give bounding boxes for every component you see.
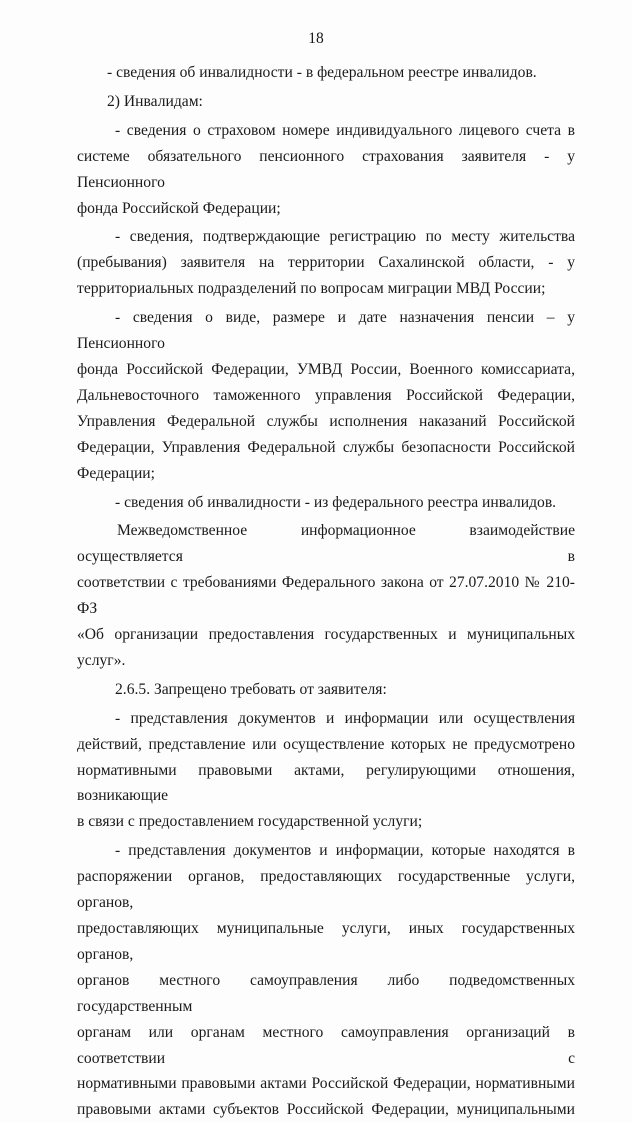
paragraph-registration-info [77,224,575,302]
text-line: (пребывания) заявителя на территории Сахалинской области, - у [77,254,575,272]
text-line: 2) Инвалидам: [107,92,203,110]
text-line: - сведения о виде, размере и дате назначения пенсии – у Пенсионного [77,309,575,353]
text-line: фонда Российской Федерации; [77,199,281,217]
text-line: - сведения об инвалидности - в федеральном реестре инвалидов. [107,64,537,81]
paragraph-section-2-6-5 [77,677,575,703]
paragraph-pension-info [77,305,575,486]
paragraph-disability-federal-registry [77,60,575,86]
text-line: фонда Российской Федерации, УМВД России, Военного комиссариата, [77,360,575,378]
paragraph-insurance-number [77,118,575,222]
text-line: - представления документов и информации или осуществления [115,709,575,727]
page-number: 18 [308,30,324,47]
text-line: - представления документов и информации, которые находятся в [115,842,575,860]
text-line: соответствии с требованиями Федерального закона от 27.07.2010 № 210-ФЗ [77,574,575,618]
text-line: Управления Федеральной службы исполнения наказаний Российской [77,412,575,430]
text-line: органам или органам местного самоуправления организаций в соответствии с [77,1023,575,1067]
text-line: органов местного самоуправления либо подведомственных государственным [77,971,575,1015]
text-line: системе обязательного пенсионного страхования заявителя - у Пенсионного [77,147,575,191]
text-line: распоряжении органов, предоставляющих государственные услуги, органов, [77,868,575,912]
text-line: - сведения об инвалидности - из федерального реестра инвалидов. [115,493,557,511]
text-line: правовыми актами субъектов Российской Федерации, муниципальными [77,1101,575,1119]
text-line: Дальневосточного таможенного управления Российской Федерации, [77,386,575,404]
document-body [77,60,575,1123]
paragraph-disability-from-registry [77,490,575,516]
text-line: нормативными правовыми актами, регулирующими отношения, возникающие [77,761,575,805]
text-line: в связи с предоставлением государственной услуги; [77,813,423,831]
paragraph-interdepartmental-interaction [77,518,575,673]
text-line: 2.6.5. Запрещено требовать от заявителя: [115,680,387,698]
text-line: Межведомственное информационное взаимодействие осуществляется в [77,522,575,566]
text-line: нормативными правовыми актами Российской Федерации, нормативными [77,1075,575,1093]
text-line: территориальных подразделений по вопросам миграции МВД России; [77,280,546,298]
text-line: «Об организации предоставления государственных и муниципальных услуг». [77,626,575,669]
paragraph-documents-actions [77,706,575,836]
text-line: - сведения о страховом номере индивидуального лицевого счета в [115,121,575,139]
text-line: предоставляющих муниципальные услуги, иных государственных органов, [77,920,575,963]
paragraph-documents-in-possession [77,838,575,1123]
text-line: - сведения, подтверждающие регистрацию по месту жительства [115,228,575,246]
text-line: Федерации; [77,464,155,482]
text-line: Федерации, Управления Федеральной службы безопасности Российской [77,438,575,456]
text-line: действий, представление или осуществление которых не предусмотрено [77,735,575,753]
paragraph-disabled-heading [77,89,575,115]
